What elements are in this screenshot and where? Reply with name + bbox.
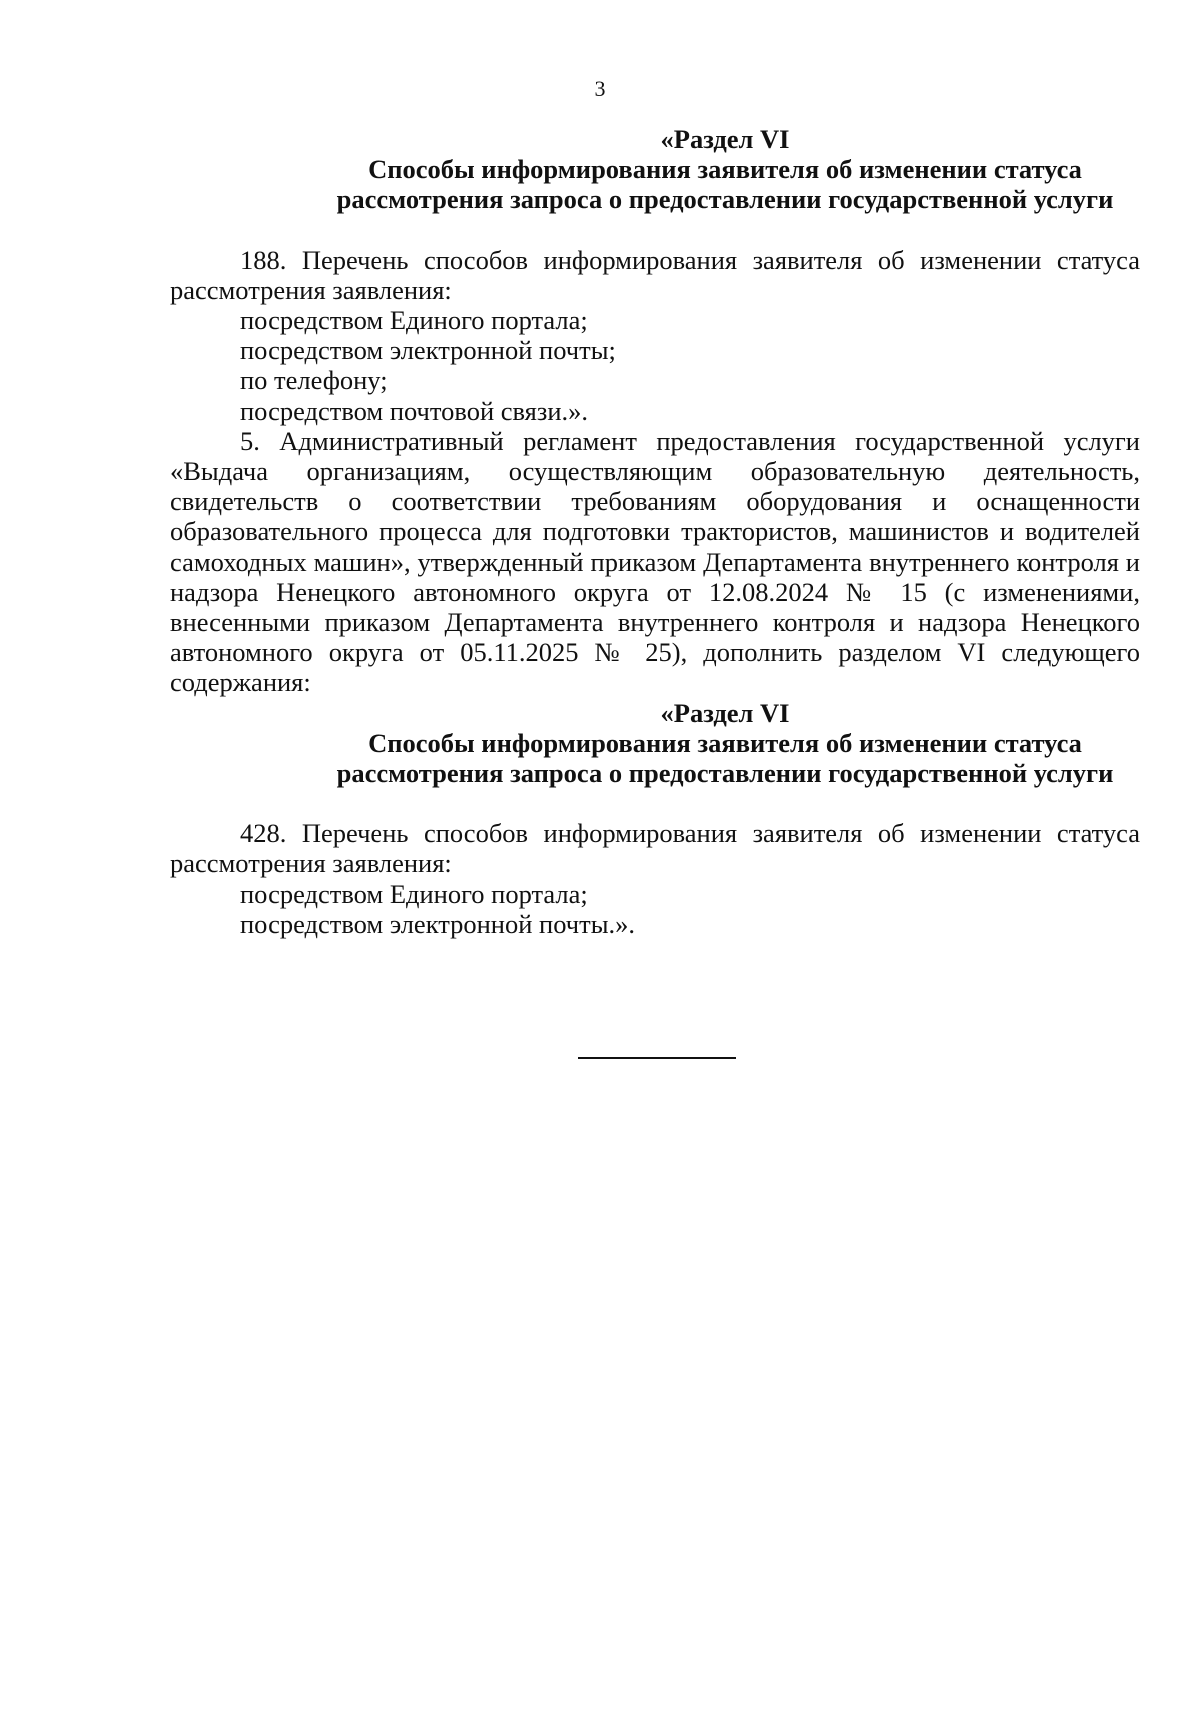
section-2-heading-subtitle-2: рассмотрения запроса о предоставлении государственной услуги (336, 758, 1114, 789)
document-body (170, 124, 1140, 939)
section-1-paragraph-188: 188. Перечень способов информирования заявителя об изменении статуса рассмотрения заявления: (170, 244, 1140, 305)
page-number: 3 (594, 76, 606, 101)
spacer (170, 788, 1140, 818)
end-of-document-rule (578, 1057, 736, 1059)
section-1-heading-subtitle-2: рассмотрения запроса о предоставлении государственной услуги (336, 184, 1114, 215)
list-item: посредством Единого портала; (240, 878, 588, 909)
spacer (170, 215, 1140, 245)
section-1-heading (170, 124, 1140, 215)
amendment-paragraph-5: 5. Административный регламент предоставления государственной услуги «Выдача организациям, осуществляющим образовательную деятельность, свидетельств о соответствии требованиям оборудования и оснащенности образовательного процесса для подготовки трактористов, машинистов и водителей самоходных машин», утвержденный приказом Департамента внутреннего контроля и надзора Ненецкого автономного округа от 12.08.2024 № 15 (с изменениями, внесенными приказом Департамента внутреннего контроля и надзора Ненецкого автономного округа от 05.11.2025 № 25), дополнить разделом VI следующего содержания: (170, 425, 1140, 698)
list-item: посредством электронной почты.». (240, 908, 636, 939)
section-2-heading-subtitle-1: Способы информирования заявителя об изменении статуса (368, 727, 1082, 758)
list-item: посредством Единого портала; (240, 305, 588, 336)
list-item: по телефону; (240, 365, 388, 396)
section-2-heading-title: «Раздел VI (660, 697, 790, 728)
list-item: посредством электронной почты; (240, 335, 616, 366)
section-2-heading (170, 698, 1140, 789)
section-1-heading-subtitle-1: Способы информирования заявителя об изменении статуса (368, 154, 1082, 185)
section-1-heading-title: «Раздел VI (660, 124, 790, 154)
list-item: посредством почтовой связи.». (240, 395, 589, 426)
section-2-paragraph-428: 428. Перечень способов информирования заявителя об изменении статуса рассмотрения заявления: (170, 818, 1140, 879)
